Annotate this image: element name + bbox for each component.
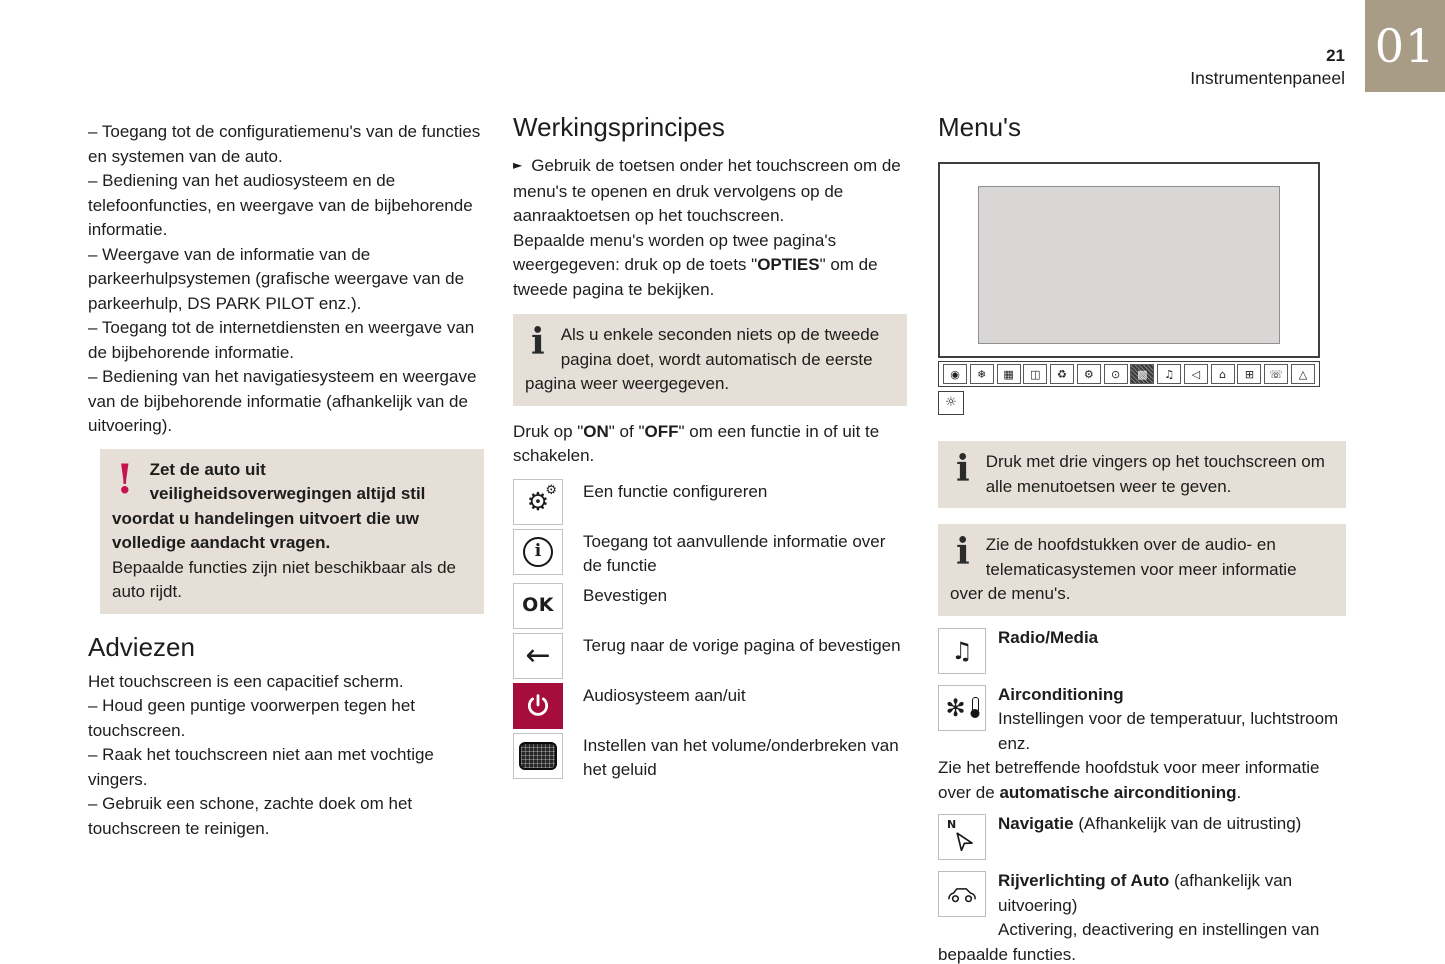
info-icon: i xyxy=(531,321,545,363)
info-text: Zie de hoofdstukken over de audio- en telematicasystemen voor meer informatie over de menu's. xyxy=(950,535,1297,603)
function-label: Instellen van het volume/onderbreken van het geluid xyxy=(583,735,899,779)
fan-thermometer-icon: ✻ xyxy=(938,685,986,731)
bullet-item: – Bediening van het navigatiesysteem en weergave van de bijbehorende informatie (afhankelijk van de uitvoering). xyxy=(88,367,477,435)
warning-triangle-icon: △ xyxy=(1291,364,1315,384)
info-icon: i xyxy=(956,448,970,490)
info-text: Druk met drie vingers op het touchscreen om alle menutoetsen weer te geven. xyxy=(985,452,1325,496)
menu-description: Activering, deactivering en instellingen van bepaalde functies. xyxy=(938,920,1320,964)
info-icon: i xyxy=(956,531,970,573)
principles-intro: ► Gebruik de toetsen onder het touchscreen om de menu's te openen en druk vervolgens op de aanraaktoetsen op het touchscreen. xyxy=(513,156,901,225)
power-icon: ⊙ xyxy=(1104,364,1128,384)
function-label: Toegang tot aanvullende informatie over de functie xyxy=(583,531,886,575)
brightness-icon: ☼ xyxy=(938,391,964,415)
mute-icon: ◁ xyxy=(1184,364,1208,384)
menu-rijverlichting-auto xyxy=(938,869,1346,964)
grid-icon: ⊞ xyxy=(1237,364,1261,384)
media-icon: ♫ xyxy=(1157,364,1181,384)
onoff-note: Druk op "ON" of "OFF" om een functie in of uit te schakelen. xyxy=(513,421,880,465)
function-row xyxy=(513,683,907,729)
page-number: 21 xyxy=(1326,46,1345,65)
touchscreen-figure xyxy=(938,162,1320,415)
pointer-icon: ► xyxy=(513,158,523,172)
function-row xyxy=(513,583,907,629)
function-label: Bevestigen xyxy=(583,585,668,605)
bullet-item: – Weergave van de informatie van de parkeerhulpsystemen (grafische weergave van de parkeerhulp, DS PARK PILOT enz.). xyxy=(88,244,465,313)
ok-button-icon: OK xyxy=(513,583,563,629)
back-arrow-icon: ← xyxy=(513,633,563,679)
info-circle-icon: i xyxy=(513,529,563,575)
bullet-item: – Bediening van het audiosysteem en de telefoonfuncties, en weergave van de bijbehorende informatie. xyxy=(88,171,473,239)
touchscreen-display xyxy=(978,186,1280,344)
car-icon xyxy=(938,871,986,917)
menu-navigatie xyxy=(938,812,1346,862)
bullet-item: – Houd geen puntige voorwerpen tegen het touchscreen. xyxy=(88,696,416,740)
warning-icon: ! xyxy=(116,455,134,503)
bullet-item: – Gebruik een schone, zachte doek om het touchscreen te reinigen. xyxy=(88,794,413,838)
music-note-icon: ♫ xyxy=(938,628,986,674)
bullet-item: – Toegang tot de internetdiensten en weergave van de bijbehorende informatie. xyxy=(88,318,475,362)
menu-description: Zie het betreffende hoofdstuk voor meer informatie over de automatische airconditioning. xyxy=(938,758,1320,802)
vehicle-icon: ⌂ xyxy=(1211,364,1235,384)
opties-note: Bepaalde menu's worden op twee pagina's weergegeven: druk op de toets "OPTIES" om de tweede pagina te bekijken. xyxy=(513,230,878,299)
function-row xyxy=(513,633,907,679)
warning-text-bold: Zet de auto uit veiligheidsoverwegingen altijd stil voordat u handelingen uitvoert die uw volledige aandacht vragen. xyxy=(112,459,426,552)
chapter-tab xyxy=(1365,0,1445,92)
warning-text: Bepaalde functies zijn niet beschikbaar als de auto rijdt. xyxy=(112,557,456,601)
settings-icon: ◉ xyxy=(943,364,967,384)
apps-selected-icon: ▩ xyxy=(1130,364,1154,384)
principles-heading: Werkingsprincipes xyxy=(513,112,725,142)
left-column xyxy=(88,120,484,841)
bullet-item: – Toegang tot de configuratiemenu's van de functies en systemen van de auto. xyxy=(88,122,481,166)
phone-icon: ☏ xyxy=(1264,364,1288,384)
advice-heading: Adviezen xyxy=(88,631,195,662)
keyboard-icon: ▦ xyxy=(997,364,1021,384)
function-label: Een functie configureren xyxy=(583,481,768,501)
info-box xyxy=(938,441,1346,508)
info-box xyxy=(938,524,1346,616)
function-label: Audiosysteem aan/uit xyxy=(583,685,746,705)
function-label: Terug naar de vorige pagina of bevestigen xyxy=(583,635,901,655)
touchscreen-frame xyxy=(938,162,1320,358)
gear-icon: ⚙ xyxy=(1077,364,1101,384)
function-row xyxy=(513,733,907,783)
function-row xyxy=(513,479,907,525)
menu-description: Instellingen voor de temperatuur, luchtstroom enz. xyxy=(998,709,1339,753)
warning-box xyxy=(100,449,484,614)
climate-fan-icon: ❄ xyxy=(970,364,994,384)
power-icon xyxy=(513,683,563,729)
menu-title: Rijverlichting of Auto (afhankelijk van uitvoering) xyxy=(998,871,1293,915)
section-title: Instrumentenpaneel xyxy=(1190,68,1345,88)
right-column xyxy=(938,112,1346,964)
recirculation-icon: ♻ xyxy=(1050,364,1074,384)
menus-heading: Menu's xyxy=(938,112,1022,142)
menu-radio-media xyxy=(938,626,1346,676)
touchscreen-toolbar xyxy=(938,361,1320,387)
volume-key-icon xyxy=(513,733,563,779)
info-box xyxy=(513,314,907,406)
chapter-number: 01 xyxy=(1374,19,1436,73)
navigation-icon: N xyxy=(938,814,986,860)
function-row xyxy=(513,529,907,579)
gear-icon: ⚙ ⚙ xyxy=(513,479,563,525)
menu-title: Radio/Media xyxy=(998,627,1099,647)
middle-column xyxy=(513,112,907,787)
advice-intro: Het touchscreen is een capacitief scherm. xyxy=(88,671,404,691)
bullet-item: – Raak het touchscreen niet aan met vochtige vingers. xyxy=(88,745,434,789)
menu-title: Navigatie (Afhankelijk van de uitrusting) xyxy=(998,814,1302,833)
seat-icon: ◫ xyxy=(1023,364,1047,384)
info-text: Als u enkele seconden niets op de tweede pagina doet, wordt automatisch de eerste pagina weer weergegeven. xyxy=(525,325,880,393)
menu-airconditioning xyxy=(938,683,1346,806)
menu-title: Airconditioning xyxy=(998,684,1124,704)
